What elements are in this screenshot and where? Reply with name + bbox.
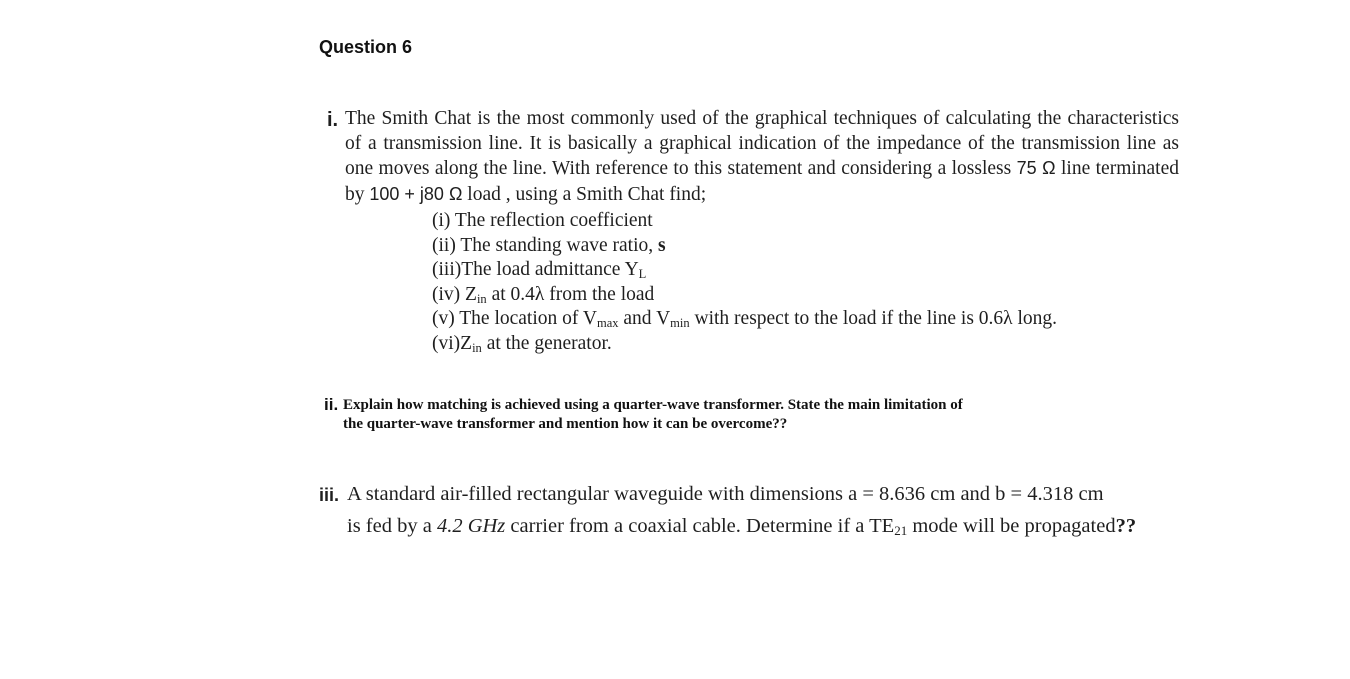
part-ii-number: ii. <box>324 395 339 414</box>
question-title: Question 6 <box>319 37 413 57</box>
sub-item-iii-subscript: L <box>638 267 647 282</box>
part-i-intro <box>345 107 1179 208</box>
part-ii-line-1: Explain how matching is achieved using a quarter-wave transformer. State the main limitation of <box>343 397 963 413</box>
load-impedance: 100 + j80 Ω <box>369 184 463 205</box>
part-iii-line-2-c: mode will be propagated <box>907 515 1116 537</box>
sub-item-i-text: (i) The reflection coefficient <box>432 210 653 231</box>
part-iii-line-2 <box>347 510 1189 542</box>
sub-item-iv-text-b: at 0.4λ from the load <box>486 283 655 305</box>
sub-item-vi-text-b: at the generator. <box>481 332 612 354</box>
part-i-number: i. <box>327 109 339 131</box>
carrier-frequency: 4.2 GHz <box>436 515 506 537</box>
part-i-sublist <box>432 209 1057 357</box>
line-impedance: 75 Ω <box>1016 158 1056 179</box>
question-part-iii <box>319 478 1189 542</box>
sub-item-iv-text-a: (iv) Z <box>432 283 477 305</box>
sub-item-iii <box>432 258 1057 283</box>
sub-item-v <box>432 307 1057 332</box>
sub-item-ii-text: (ii) The standing wave ratio, <box>432 234 658 256</box>
sub-item-v-text-b: and V <box>618 308 671 330</box>
sub-item-v-text-a: (v) The location of V <box>432 308 597 330</box>
sub-item-vi-text-a: (vi)Z <box>432 332 473 354</box>
intro-end-text: load , using a Smith Chat find; <box>467 184 707 206</box>
mode-subscript: 21 <box>894 523 908 538</box>
sub-item-v-text-c: with respect to the load if the line is 0.6λ long. <box>689 308 1058 330</box>
part-ii-line-2: the quarter-wave transformer and mention how it can be overcome?? <box>343 416 788 432</box>
sub-item-vi-subscript: in <box>472 340 482 355</box>
question-part-ii <box>324 396 1044 434</box>
question-part-i <box>327 107 1179 208</box>
part-iii-line-2-b: carrier from a coaxial cable. Determine if a TE <box>505 515 895 537</box>
question-marks: ?? <box>1115 515 1137 537</box>
intro-text: The Smith Chat is the most commonly used of the graphical techniques of calculating the characteristics of a transmission line. It is basically a graphical indication of the impedance of the transmission line as one moves along the line. With reference to this statement and considering a lossless <box>345 108 1179 180</box>
sub-item-v-subscript-min: min <box>670 316 690 331</box>
sub-item-iii-text: (iii)The load admittance Y <box>432 259 639 281</box>
swr-symbol: s <box>658 234 666 256</box>
intro-mid-text: line terminated by <box>345 158 1180 206</box>
sub-item-vi <box>432 332 1057 357</box>
sub-item-ii <box>432 234 1057 259</box>
sub-item-iv-subscript: in <box>476 291 487 306</box>
part-iii-line-1: A standard air-filled rectangular waveguide with dimensions a = 8.636 cm and b = 4.318 cm <box>347 483 1104 505</box>
sub-item-iv <box>432 283 1057 308</box>
part-iii-number: iii. <box>319 485 340 505</box>
sub-item-v-subscript-max: max <box>597 316 619 331</box>
part-iii-line-2-a: is fed by a <box>347 515 437 537</box>
sub-item-i <box>432 209 1057 234</box>
